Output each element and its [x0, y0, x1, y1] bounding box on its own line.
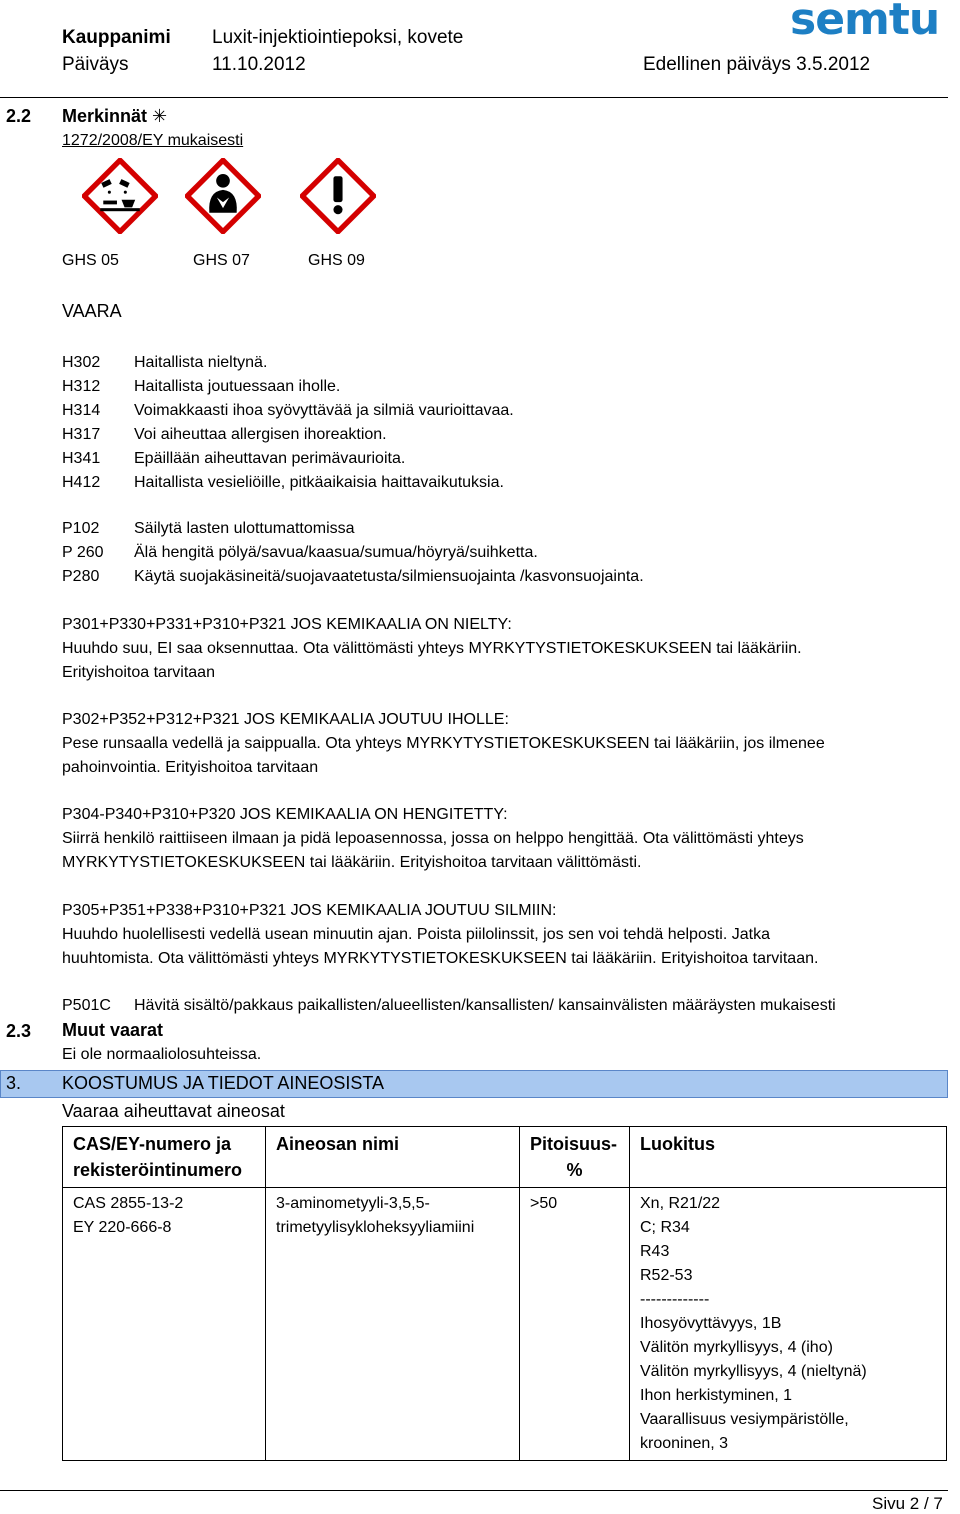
classification-line: R43: [640, 1243, 670, 1260]
ghs07-exclamation-icon: [300, 158, 376, 234]
h-text: Haitallista joutuessaan iholle.: [134, 378, 341, 395]
footer-divider: [0, 1490, 948, 1491]
p-text: Käytä suojakäsineitä/suojavaatetusta/silmiensuojainta /kasvonsuojainta.: [134, 568, 644, 585]
section-3-subtitle: Vaaraa aiheuttavat aineosat: [62, 1101, 285, 1121]
ghs08-health-hazard-icon: [185, 158, 261, 234]
classification-line: Ihosyövyttävyys, 1B: [640, 1315, 782, 1332]
combo-4-line: Huuhdo huolellisesti vedellä usean minuutin ajan. Poista piilolinssit, jos sen voi tehdä helposti. Jatka: [62, 926, 770, 943]
previous-date: Edellinen päiväys 3.5.2012: [643, 54, 871, 75]
classification-line: Välitön myrkyllisyys, 4 (iho): [640, 1339, 833, 1356]
cas-number: CAS 2855-13-2: [73, 1195, 184, 1212]
combo-3-title: P304-P340+P310+P320 JOS KEMIKAALIA ON HENGITETTY:: [62, 806, 508, 823]
h-text: Voimakkaasti ihoa syövyttävää ja silmiä vaurioittavaa.: [134, 402, 514, 419]
section-3-title: KOOSTUMUS JA TIEDOT AINEOSISTA: [62, 1073, 385, 1093]
classification-line: C; R34: [640, 1219, 690, 1236]
substance-name-line: trimetyylisykloheksyyliamiini: [276, 1219, 475, 1236]
combo-4-line: huuhtomista. Ota välittömästi yhteys MYRKYTYSTIETOKESKUKSEEN tai lääkäriin. Erityishoitoa tarvitaan.: [62, 950, 819, 967]
ghs05-corrosive-icon: [82, 158, 158, 234]
combo-2-line: pahoinvointia. Erityishoitoa tarvitaan: [62, 759, 319, 776]
p501-code: P501C: [62, 997, 111, 1014]
date-value: 11.10.2012: [212, 54, 306, 75]
table-row: [63, 1188, 947, 1461]
h-code: H317: [62, 426, 101, 443]
section-2-3-number: 2.3: [6, 1021, 32, 1041]
h-code: H341: [62, 450, 101, 467]
column-header-line: %: [566, 1160, 583, 1180]
concentration-cell: >50: [520, 1188, 630, 1461]
h-code: H302: [62, 354, 101, 371]
combo-1-line: Erityishoitoa tarvitaan: [62, 664, 215, 681]
combo-4-title: P305+P351+P338+P310+P321 JOS KEMIKAALIA JOUTUU SILMIIN:: [62, 902, 557, 919]
pictogram-label: GHS 09: [308, 252, 365, 269]
section-2-2-title-text: Merkinnät: [62, 106, 148, 126]
p-text: Älä hengitä pölyä/savua/kaasua/sumua/höyryä/suihketta.: [134, 544, 538, 561]
ey-number: EY 220-666-8: [73, 1219, 172, 1236]
p-code: P280: [62, 568, 100, 585]
column-header-line: CAS/EY-numero ja: [73, 1134, 232, 1154]
h-text: Haitallista vesieliöille, pitkäaikaisia haittavaikutuksia.: [134, 474, 504, 491]
column-header: Luokitus: [630, 1127, 947, 1188]
section-2-3-title: Muut vaarat: [62, 1020, 164, 1040]
company-logo: semtu: [790, 0, 940, 45]
column-header: [520, 1127, 630, 1188]
classification-line: Vaarallisuus vesiympäristölle,: [640, 1411, 849, 1428]
column-header: Aineosan nimi: [266, 1127, 520, 1188]
p501-text: Hävitä sisältö/pakkaus paikallisten/alueellisten/kansallisten/ kansainvälisten määräysten mukaisesti: [134, 997, 836, 1014]
asterisk-icon: ✳: [152, 106, 168, 126]
h-text: Epäillään aiheuttavan perimävaurioita.: [134, 450, 406, 467]
section-2-3-text: Ei ole normaaliolosuhteissa.: [62, 1046, 262, 1063]
classification-line: Ihon herkistyminen, 1: [640, 1387, 793, 1404]
section-2-2-number: 2.2: [6, 106, 32, 126]
signal-word: VAARA: [62, 301, 122, 321]
classification-line: krooninen, 3: [640, 1435, 729, 1452]
substance-cell: [266, 1188, 520, 1461]
p-code: P 260: [62, 544, 104, 561]
section-3-number: 3.: [6, 1073, 22, 1093]
h-code: H412: [62, 474, 101, 491]
classification-line: Välitön myrkyllisyys, 4 (nieltynä): [640, 1363, 867, 1380]
pictogram-label: GHS 07: [193, 252, 250, 269]
page-number: Sivu 2 / 7: [872, 1494, 943, 1513]
date-label: Päiväys: [62, 54, 129, 75]
combo-1-line: Huuhdo suu, EI saa oksennuttaa. Ota välittömästi yhteys MYRKYTYSTIETOKESKUKSEEN tai lääkäriin.: [62, 640, 802, 657]
classification-line: Xn, R21/22: [640, 1195, 721, 1212]
combo-2-title: P302+P352+P312+P321 JOS KEMIKAALIA JOUTUU IHOLLE:: [62, 711, 509, 728]
header-divider: [0, 97, 948, 98]
section-2-2-title: [62, 106, 167, 127]
p-text: Säilytä lasten ulottumattomissa: [134, 520, 355, 537]
column-header: [63, 1127, 266, 1188]
column-header-line: rekisteröintinumero: [73, 1160, 243, 1180]
table-header-row: [63, 1127, 947, 1188]
combo-3-line: MYRKYTYSTIETOKESKUKSEEN tai lääkäriin. Erityishoitoa tarvitaan välittömästi.: [62, 854, 642, 871]
combo-2-line: Pese runsaalla vedellä ja saippualla. Ota yhteys MYRKYTYSTIETOKESKUKSEEN tai lääkäriin, jos ilmenee: [62, 735, 825, 752]
combo-3-line: Siirrä henkilö raittiiseen ilmaan ja pidä lepoasennossa, jossa on helppo hengittää. Ota välittömästi yhteys: [62, 830, 804, 847]
classification-cell: [630, 1188, 947, 1461]
company-label: Kauppanimi: [62, 27, 171, 48]
cas-cell: [63, 1188, 266, 1461]
h-code: H312: [62, 378, 101, 395]
combo-1-title: P301+P330+P331+P310+P321 JOS KEMIKAALIA ON NIELTY:: [62, 616, 512, 633]
h-text: Haitallista nieltynä.: [134, 354, 268, 371]
classification-line: R52-53: [640, 1267, 693, 1284]
composition-table: [62, 1126, 947, 1461]
h-code: H314: [62, 402, 101, 419]
classification-line: -------------: [640, 1291, 710, 1308]
p-code: P102: [62, 520, 100, 537]
substance-name-line: 3-aminometyyli-3,5,5-: [276, 1195, 430, 1212]
pictogram-label: GHS 05: [62, 252, 119, 269]
product-name: Luxit-injektiointiepoksi, kovete: [212, 27, 464, 48]
h-text: Voi aiheuttaa allergisen ihoreaktion.: [134, 426, 387, 443]
regulation-link: 1272/2008/EY mukaisesti: [62, 132, 244, 149]
column-header-line: Pitoisuus-: [530, 1134, 618, 1154]
